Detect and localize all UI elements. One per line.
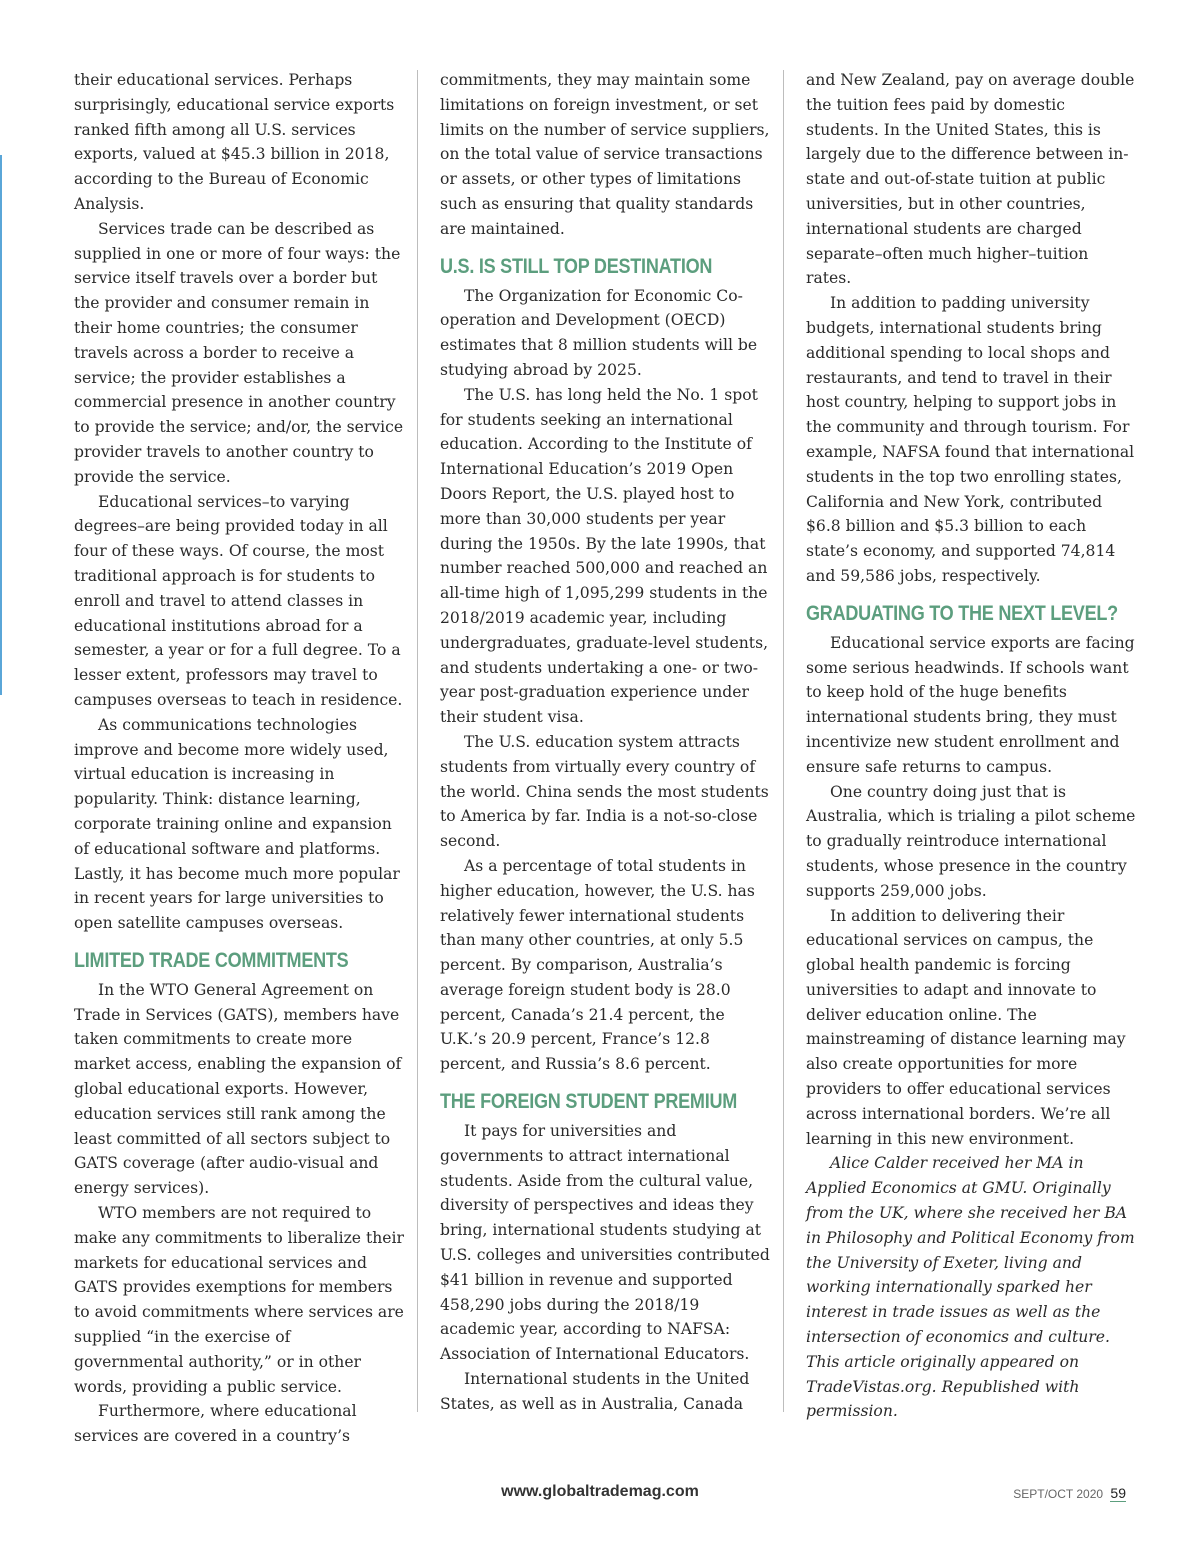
- page-edge-bar: [0, 155, 2, 695]
- article-column-3: [806, 68, 1136, 1421]
- paragraph: One country doing just that is Australia, which is trialing a pilot scheme to gradually reintroduce international students, whose presence in the country supports 259,000 jobs.: [806, 782, 1136, 900]
- paragraph: It pays for universities and governments to attract international students. Aside from the cultural value, diversity of perspectives and ideas they bring, international students studying at U.S. colleges and universities contributed $41 billion in revenue and supported 458,290 jobs during the 2018/19 academic year, according to NAFSA: Association of International Educators.: [440, 1122, 770, 1364]
- paragraph: The Organization for Economic Co-operation and Development (OECD) estimates that 8 million students will be studying abroad by 2025.: [440, 286, 758, 379]
- paragraph: In addition to delivering their educational services on campus, the global health pandemic is forcing universities to adapt and innovate to deliver education online. The mainstreaming of distance learning may also create opportunities for more providers to offer educational services across international borders. We’re all learning in this new environment.: [806, 906, 1126, 1148]
- paragraph: International students in the United States, as well as in Australia, Canada: [440, 1370, 750, 1413]
- paragraph: Educational services–to varying degrees–are being provided today in all four of these ways. Of course, the most traditional approach is for students to enroll and travel to attend classes in educational institutions abroad for a semester, a year or for a full degree. To a lesser extent, professors may travel to campuses overseas to teach in residence.: [74, 492, 403, 709]
- paragraph: In the WTO General Agreement on Trade in Services (GATS), members have taken commitments to create more market access, enabling the expansion of global educational exports. However, education services still rank among the least committed of all sectors subject to GATS coverage (after audio-visual and energy services).: [74, 980, 402, 1198]
- issue-date: SEPT/OCT 2020: [1013, 1487, 1104, 1501]
- section-heading: GRADUATING TO THE NEXT LEVEL?: [806, 601, 1118, 625]
- article-column-2: [440, 68, 770, 1418]
- paragraph: commitments, they may maintain some limitations on foreign investment, or set limits on the number of service suppliers, on the total value of service transactions or assets, or other types of limitations such as ensuring that quality standards are maintained.: [440, 71, 770, 238]
- column-divider: [417, 70, 418, 1412]
- page-number: 59: [1110, 1485, 1126, 1501]
- paragraph: Furthermore, where educational services are covered in a country’s: [74, 1402, 357, 1446]
- footer-website-url: www.globaltrademag.com: [501, 1483, 699, 1500]
- paragraph: their educational services. Perhaps surprisingly, educational service exports ranked fifth among all U.S. services exports, valued at $45.3 billion in 2018, according to the Bureau of Economic Analysis.: [74, 71, 395, 213]
- column-divider: [783, 70, 784, 1412]
- article-column-1: [74, 68, 404, 1446]
- paragraph: The U.S. has long held the No. 1 spot for students seeking an international education. According to the Institute of International Education’s 2019 Open Doors Report, the U.S. played host to more than 30,000 students per year during the 1950s. By the late 1990s, that number reached 500,000 and reached an all-time high of 1,095,299 students in the 2018/2019 academic year, including undergraduates, graduate-level students, and students undertaking a one- or two-year post-graduation experience under their student visa.: [440, 385, 769, 727]
- paragraph: WTO members are not required to make any commitments to liberalize their markets for educational services and GATS provides exemptions for members to avoid commitments where services are supplied “in the exercise of governmental authority,” or in other words, providing a public service.: [74, 1204, 404, 1396]
- paragraph: As a percentage of total students in higher education, however, the U.S. has relatively fewer international students than many other countries, at only 5.5 percent. By comparison, Australia’s average foreign student body is 28.0 percent, Canada’s 21.4 percent, the U.K.’s 20.9 percent, France’s 12.8 percent, and Russia’s 8.6 percent.: [440, 856, 755, 1074]
- paragraph: The U.S. education system attracts students from virtually every country of the world. China sends the most students to America by far. India is a not-so-close second.: [440, 732, 769, 851]
- section-heading: THE FOREIGN STUDENT PREMIUM: [440, 1090, 738, 1114]
- paragraph: Services trade can be described as supplied in one or more of four ways: the service itself travels over a border but the provider and consumer remain in their home countries; the consumer travels across a border to receive a service; the provider establishes a commercial presence in another country to provide the service; and/or, the service provider travels to another country to provide the service.: [74, 219, 404, 486]
- paragraph: Educational service exports are facing some serious headwinds. If schools want to keep hold of the huge benefits international students bring, they must incentivize new student enrollment and ensure safe returns to campus.: [806, 633, 1135, 776]
- footer-issue-info: [1013, 1485, 1126, 1501]
- section-heading: U.S. IS STILL TOP DESTINATION: [440, 254, 713, 278]
- author-bio: Alice Calder received her MA in Applied Economics at GMU. Originally from the UK, where she received her BA in Philosophy and Political Economy from the University of Exeter, living and working internationally sparked her interest in trade issues as well as the intersection of economics and culture. This article originally appeared on TradeVistas.org. Republished with permission.: [806, 1154, 1135, 1421]
- paragraph: and New Zealand, pay on average double the tuition fees paid by domestic students. In the United States, this is largely due to the difference between in-state and out-of-state tuition at public universities, but in other countries, international students are charged separate–often much higher–tuition rates.: [806, 71, 1135, 288]
- paragraph: As communications technologies improve and become more widely used, virtual education is increasing in popularity. Think: distance learning, corporate training online and expansion of educational software and platforms. Lastly, it has become much more popular in recent years for large universities to open satellite campuses overseas.: [74, 715, 400, 933]
- paragraph: In addition to padding university budgets, international students bring additional spending to local shops and restaurants, and tend to travel in their host country, helping to support jobs in the community and through tourism. For example, NAFSA found that international students in the top two enrolling states, California and New York, contributed $6.8 billion and $5.3 billion to each state’s economy, and supported 74,814 and 59,586 jobs, respectively.: [806, 294, 1135, 585]
- section-heading: LIMITED TRADE COMMITMENTS: [74, 948, 349, 972]
